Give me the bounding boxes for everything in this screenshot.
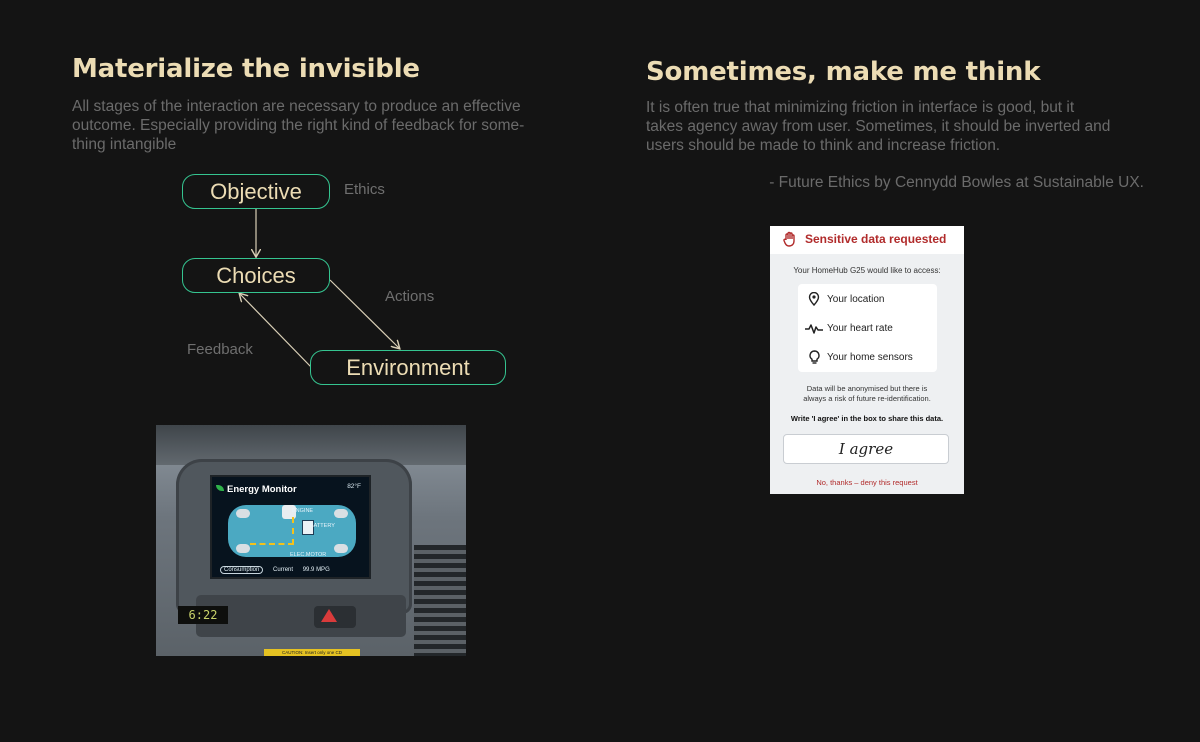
diagram-node-choices: Choices: [182, 258, 330, 293]
hand-stop-icon: [782, 231, 798, 248]
dashboard-clock: 6:22: [178, 606, 228, 624]
motor-label: ELEC.MOTOR: [290, 552, 327, 558]
description-line: All stages of the interaction are necessary to produce an effective: [72, 98, 521, 115]
location-pin-icon: [808, 292, 820, 306]
note-line: always a risk of future re-identification.: [803, 394, 931, 403]
leaf-icon: [216, 485, 224, 491]
consent-dialog-subtitle: Your HomeHub G25 would like to access:: [793, 266, 941, 275]
screen-title: Energy Monitor: [227, 484, 297, 495]
description-line: It is often true that minimizing friction in interface is good, but it: [646, 99, 1075, 116]
permission-item: Your location: [827, 294, 885, 305]
diagram-label-actions: Actions: [385, 288, 435, 305]
section-description-make-me-think: [646, 98, 1166, 155]
description-line: thing intangible: [72, 136, 177, 153]
permission-item: Your home sensors: [827, 352, 913, 363]
lightbulb-icon: [809, 350, 820, 365]
consent-dialog-header: [770, 226, 964, 254]
battery-label: BATTERY: [310, 523, 335, 529]
energy-flow-line: [250, 517, 294, 545]
screen-temperature: 82°F: [347, 483, 361, 490]
wheel-icon: [236, 544, 250, 553]
mpg-value: 99.9 MPG: [302, 567, 330, 573]
screen-bottom-bar: [220, 566, 330, 574]
section-title-materialize: Materialize the invisible: [72, 54, 420, 84]
agree-instruction: Write 'I agree' in the box to share this data.: [790, 414, 944, 423]
description-line: users should be made to think and increase friction.: [646, 137, 1001, 154]
heart-rate-icon: [805, 323, 823, 335]
engine-label: ENGINE: [292, 508, 314, 514]
wheel-icon: [334, 544, 348, 553]
deny-request-link[interactable]: No, thanks – deny this request: [816, 478, 918, 487]
wheel-icon: [236, 509, 250, 518]
diagram-node-objective: Objective: [182, 174, 330, 209]
wheel-icon: [334, 509, 348, 518]
anonymisation-note: [770, 384, 964, 404]
hazard-triangle-icon: [321, 609, 337, 622]
attribution: - Future Ethics by Cennydd Bowles at Sustainable UX.: [769, 174, 1144, 191]
side-vent: [414, 545, 466, 656]
permission-item: Your heart rate: [827, 323, 893, 334]
diagram-label-feedback: Feedback: [187, 341, 253, 358]
description-line: outcome. Especially providing the right kind of feedback for some-: [72, 117, 525, 134]
consent-dialog-title: Sensitive data requested: [805, 232, 947, 246]
diagram-label-ethics: Ethics: [344, 181, 385, 198]
energy-monitor-screen: [210, 475, 371, 579]
description-line: takes agency away from user. Sometimes, it should be inverted and: [646, 118, 1111, 135]
agree-input[interactable]: I agree: [783, 434, 949, 464]
consent-dialog: [770, 226, 964, 494]
diagram-node-environment: Environment: [310, 350, 506, 385]
section-title-make-me-think: Sometimes, make me think: [646, 57, 1041, 87]
note-line: Data will be anonymised but there is: [806, 384, 928, 393]
consumption-button: Consumption: [220, 566, 263, 574]
caution-sticker: CAUTION: Insert only one CD: [264, 649, 360, 656]
current-label: Current: [273, 567, 294, 573]
energy-monitor-photo: [156, 425, 466, 656]
